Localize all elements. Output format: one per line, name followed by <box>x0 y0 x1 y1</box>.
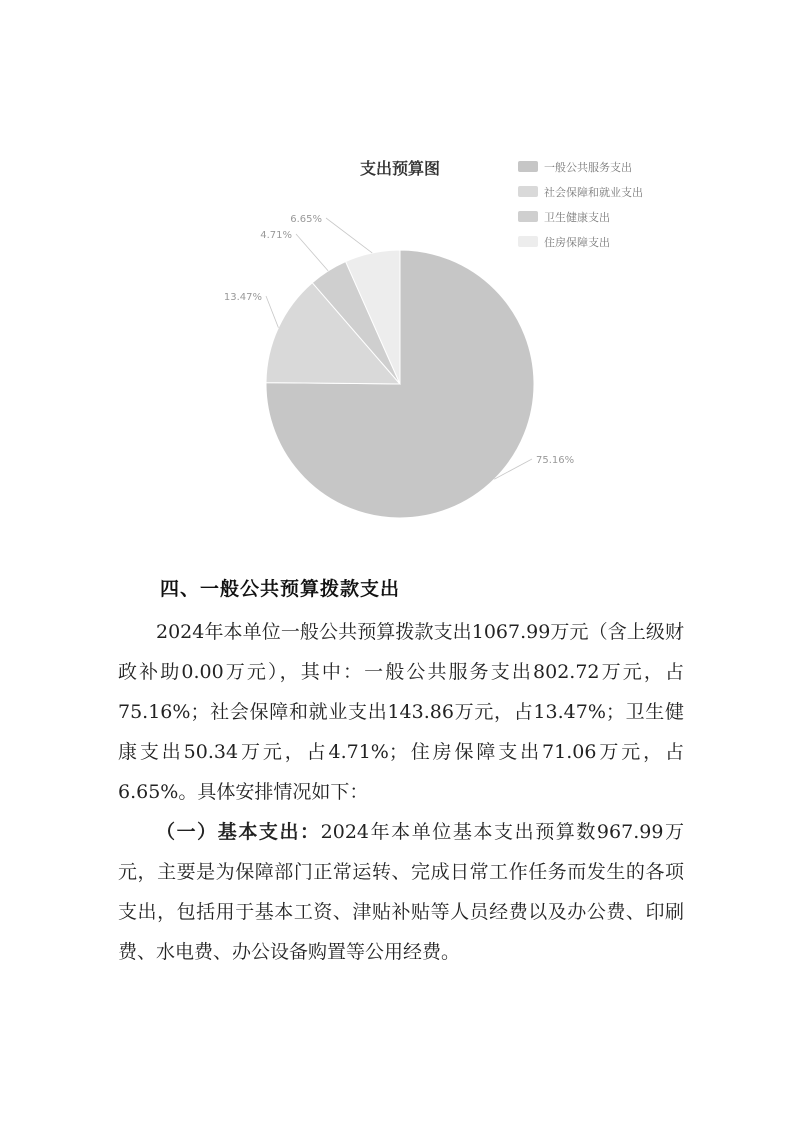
pie-plot-area <box>0 0 793 540</box>
chart-title: 支出预算图 <box>360 159 441 178</box>
pie-data-label: 75.16% <box>536 455 575 466</box>
expenditure-pie-chart <box>0 0 793 540</box>
pie-data-label: 6.65% <box>290 214 322 225</box>
paragraph: 2024年本单位一般公共预算拨款支出1067.99万元（含上级财政补助0.00万元），其中：一般公共服务支出802.72万元，占75.16%；社会保障和就业支出143.86万元，占13.47%；卫生健康支出50.34万元，占4.71%；住房保障支出71.06万元，占6.65%。具体安排情况如下： <box>118 621 684 803</box>
pie-data-label: 4.71% <box>260 230 292 241</box>
section-heading: 四、一般公共预算拨款支出 <box>160 578 401 600</box>
sub-heading: （一）基本支出： <box>156 821 321 843</box>
pie-leader-line <box>266 296 278 328</box>
paragraph <box>118 812 684 972</box>
legend-label: 社会保障和就业支出 <box>544 185 643 199</box>
legend-label: 一般公共服务支出 <box>544 160 632 174</box>
legend-label: 住房保障支出 <box>544 235 610 249</box>
paragraph-text: 2024年本单位基本支出预算数967.99万元，主要是为保障部门正常运转、完成日常工作任务而发生的各项支出，包括用于基本工资、津贴补贴等人员经费以及办公费、印刷费、水电费、办公设备购置等公用经费。 <box>118 821 684 963</box>
pie-leader-line <box>296 234 328 271</box>
pie-data-label: 13.47% <box>223 292 262 303</box>
pie-leader-line <box>326 218 372 253</box>
body-text <box>118 612 684 972</box>
legend-label: 卫生健康支出 <box>544 210 610 224</box>
